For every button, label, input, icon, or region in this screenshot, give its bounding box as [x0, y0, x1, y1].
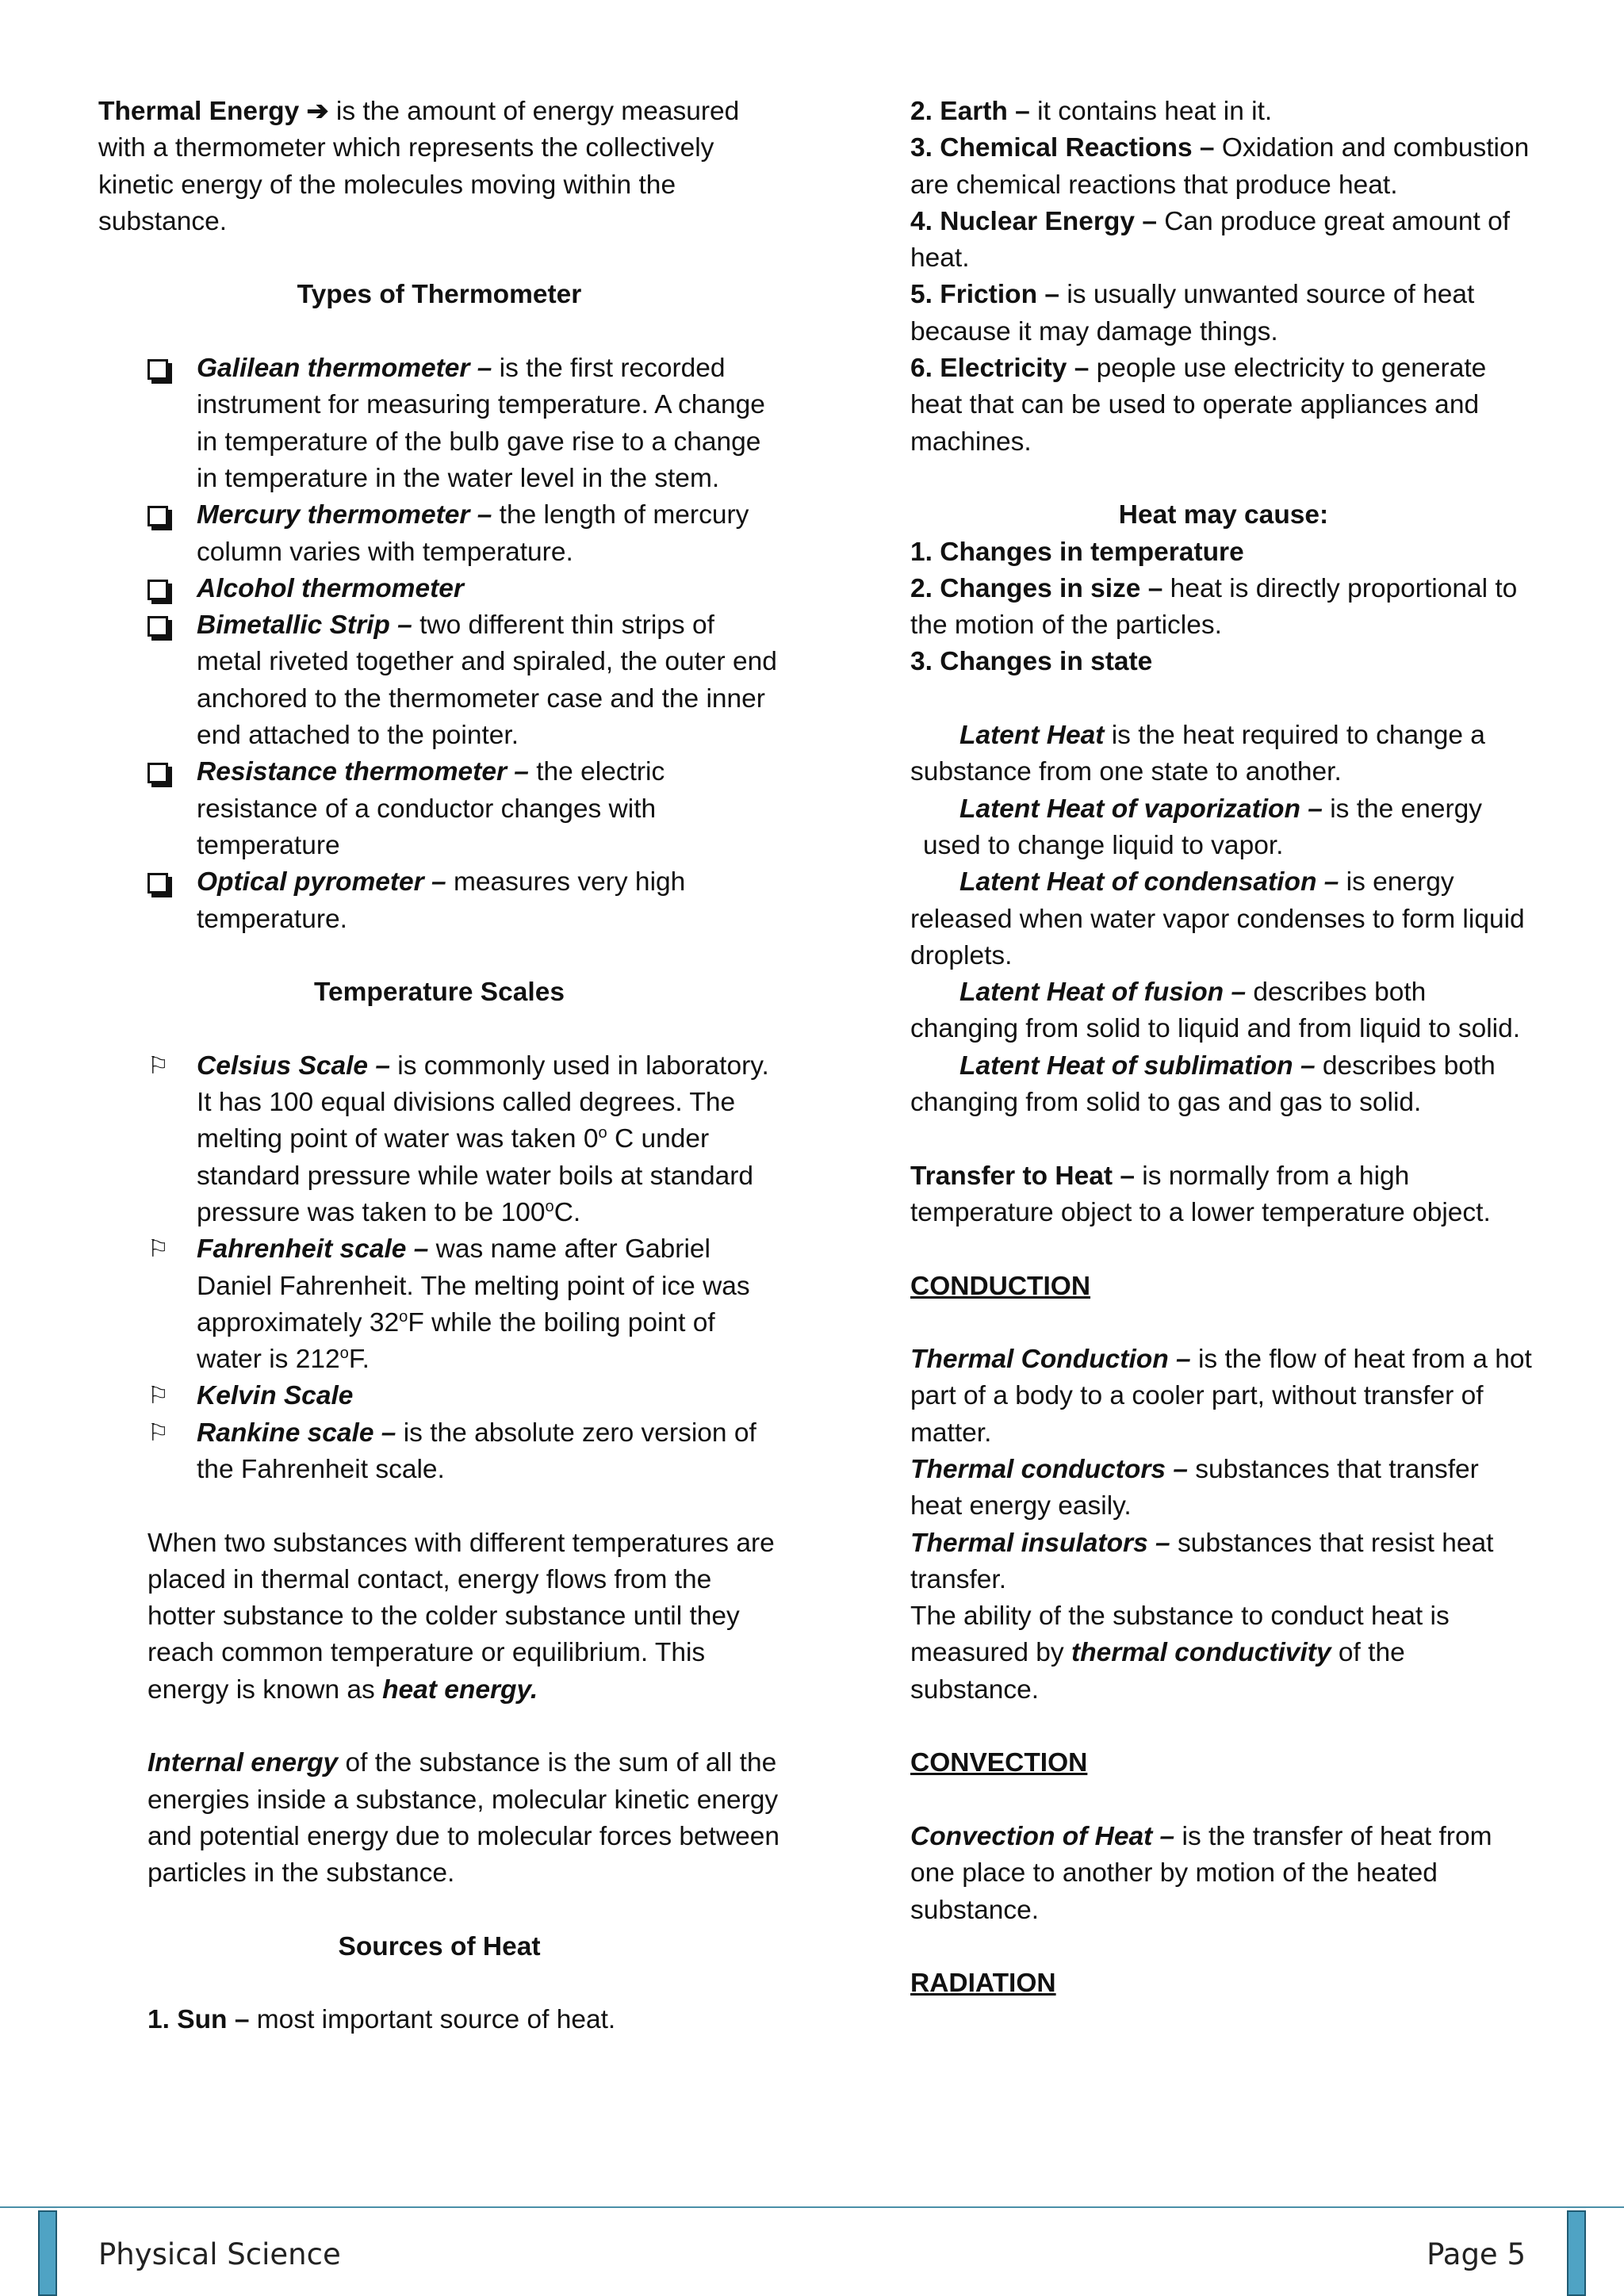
footer-bar-right [1567, 2210, 1586, 2296]
condensation-paragraph: Latent Heat of condensation – is energy released when water vapor condenses to form liquid droplets. [910, 867, 1525, 970]
arrow-icon: ➔ [306, 97, 329, 126]
conduction-heading: CONDUCTION [910, 1271, 1091, 1301]
cause-item: 3. Changes in state [910, 647, 1153, 677]
insulators-paragraph: Thermal insulators – substances that resist heat transfer. [910, 1528, 1494, 1594]
conductivity-paragraph: The ability of the substance to conduct heat is measured by thermal conductivity of the substance. [910, 1601, 1450, 1705]
list-item: Galilean thermometer – is the first recorded instrument for measuring temperature. A change in temperature of the bulb gave rise to a change in temperature in the water level in the stem. [98, 350, 780, 497]
list-item: Bimetallic Strip – two different thin strips of metal riveted together and spiraled, the outer end anchored to the thermometer case and the inner end attached to the pointer. [98, 607, 780, 754]
flag-icon: ⚐ [147, 1051, 169, 1080]
source-item: 3. Chemical Reactions – Oxidation and combustion are chemical reactions that produce heat. [910, 133, 1530, 200]
types-heading: Types of Thermometer [297, 280, 582, 310]
source-item: 4. Nuclear Energy – Can produce great amount of heat. [910, 206, 1511, 274]
cause-item: 1. Changes in temperature [910, 537, 1244, 567]
right-column [910, 94, 1537, 2002]
list-item: ⚐ Kelvin Scale [98, 1378, 780, 1414]
heat-energy-paragraph: When two substances with different temperatures are placed in thermal contact, energy flows from the hotter substance to the colder substance until they reach common temperature or equilibrium. This energy is known as heat energy. [147, 1528, 775, 1705]
latent-heat-paragraph: Latent Heat is the heat required to change a substance from one state to another. [910, 721, 1485, 787]
footer-divider [0, 2206, 1624, 2208]
fusion-paragraph: Latent Heat of fusion – describes both changing from solid to liquid and from liquid to solid. [910, 978, 1521, 1044]
sublimation-paragraph: Latent Heat of sublimation – describes both changing from solid to gas and gas to solid. [910, 1050, 1496, 1118]
sources-heading: Sources of Heat [338, 1931, 541, 1961]
checkbox-bullet-icon [147, 359, 168, 380]
checkbox-bullet-icon [147, 506, 168, 526]
list-item: ⚐ Rankine scale – is the absolute zero version of the Fahrenheit scale. [98, 1415, 780, 1489]
conductors-paragraph: Thermal conductors – substances that transfer heat energy easily. [910, 1454, 1479, 1521]
radiation-heading: RADIATION [910, 1969, 1056, 1999]
checkbox-bullet-icon [147, 616, 168, 637]
list-item: ⚐ Fahrenheit scale – was name after Gabriel Daniel Fahrenheit. The melting point of ice was approximately 32$^o$F while the boiling point of water is 212$^o$F. [98, 1231, 780, 1378]
source-item: 6. Electricity – people use electricity to generate heat that can be used to operate appliances and machines. [910, 354, 1487, 457]
thermometer-list [98, 350, 780, 938]
vaporization-paragraph: Latent Heat of vaporization – is the energy [959, 794, 1483, 824]
thermal-conduction-paragraph: Thermal Conduction – is the flow of heat from a hot part of a body to a cooler part, without transfer of matter. [910, 1345, 1532, 1448]
list-item: Mercury thermometer – the length of mercury column varies with temperature. [98, 497, 780, 571]
flag-icon: ⚐ [147, 1235, 169, 1264]
convection-paragraph: Convection of Heat – is the transfer of heat from one place to another by motion of the heated substance. [910, 1821, 1492, 1925]
flag-icon: ⚐ [147, 1382, 169, 1410]
cause-heading: Heat may cause: [1118, 500, 1329, 530]
internal-energy-paragraph: Internal energy of the substance is the sum of all the energies inside a substance, molecular kinetic energy and potential energy due to molecular forces between particles in the substance. [147, 1748, 780, 1888]
term: Thermal Energy [98, 97, 300, 126]
footer-title: Physical Science [98, 2237, 341, 2271]
list-item: Alcohol thermometer [98, 571, 780, 607]
source-item: 2. Earth – it contains heat in it. [910, 97, 1273, 126]
source-item: 5. Friction – is usually unwanted source of heat because it may damage things. [910, 280, 1475, 346]
scale-list [98, 1048, 780, 1489]
scales-heading: Temperature Scales [314, 978, 565, 1008]
cause-item: 2. Changes in size – heat is directly proportional to the motion of the particles. [910, 573, 1518, 641]
checkbox-bullet-icon [147, 873, 168, 894]
checkbox-bullet-icon [147, 763, 168, 783]
list-item: Resistance thermometer – the electric resistance of a conductor changes with temperature [98, 754, 780, 864]
convection-heading: CONVECTION [910, 1748, 1088, 1778]
list-item: Optical pyrometer – measures very high temperature. [98, 864, 780, 938]
thermal-energy-paragraph: Thermal Energy ➔ is the amount of energy measured with a thermometer which represents the collectively kinetic energy of the molecules moving within the substance. [98, 97, 740, 236]
vaporization-paragraph-cont: used to change liquid to vapor. [923, 830, 1284, 860]
page-number: Page 5 [1427, 2237, 1526, 2271]
footer-bar-left [38, 2210, 57, 2296]
source-item: 1. Sun – most important source of heat. [147, 2005, 616, 2035]
list-item: ⚐ Celsius Scale – is commonly used in laboratory. It has 100 equal divisions called degrees. The melting point of water was taken 0$^o$ C under standard pressure while water boils at standard pressure was taken to be 100$^o$C. [98, 1048, 780, 1231]
left-column [98, 94, 780, 2039]
transfer-paragraph: Transfer to Heat – is normally from a high temperature object to a lower temperature object. [910, 1161, 1491, 1227]
checkbox-bullet-icon [147, 580, 168, 600]
flag-icon: ⚐ [147, 1418, 169, 1447]
